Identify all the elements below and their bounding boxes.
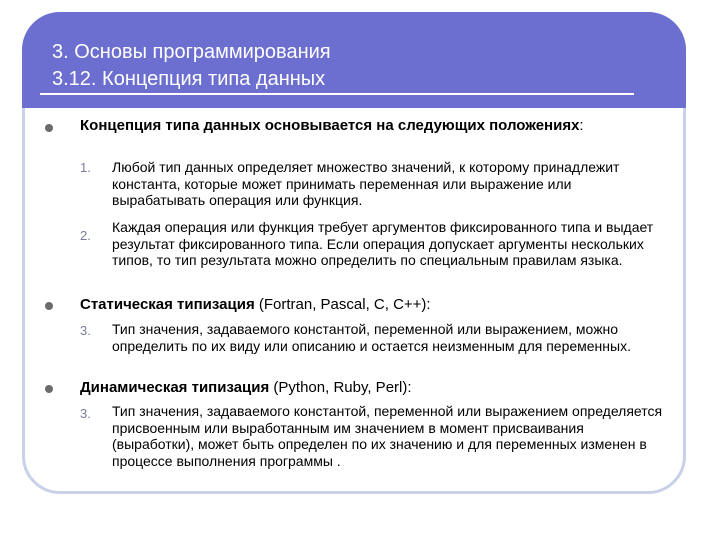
subitem-number: 2.: [80, 228, 91, 243]
bullet-icon: [45, 385, 53, 393]
bullet-icon: [45, 302, 53, 310]
item-3-rest: (Python, Ruby, Perl):: [269, 379, 412, 396]
list-item-2: [80, 296, 620, 314]
item-2-bold: Статическая типизация: [80, 296, 255, 313]
subitem-3-1: Тип значения, задаваемого константой, переменной или выражением определяется присвоенным или выработанным им значением в момент присваивания (выработки), может быть определен по их значению и для переменных изменен в процессе выполнения программы .: [112, 403, 663, 470]
subitem-number: 1.: [80, 160, 91, 175]
subitem-1-2: Каждая операция или функция требует аргументов фиксированного типа и выдает результат фиксированного типа. Если операция допускает аргументы нескольких типов, то тип результата можно определить по специальным правилам языка.: [112, 219, 654, 269]
subitem-1-1: Любой тип данных определяет множество значений, к которому принадлежит константа, которые может принимать переменная или выражение или вырабатывать операция или функция.: [112, 159, 620, 209]
item-1-bold: Концепция типа данных основывается на следующих положениях: [80, 117, 580, 134]
subitem-number: 3.: [80, 406, 91, 421]
item-3-bold: Динамическая типизация: [80, 379, 270, 396]
list-item-3: [80, 379, 620, 397]
subitem-number: 3.: [80, 323, 91, 338]
list-item-1: [80, 117, 620, 135]
item-1-rest: :: [579, 117, 584, 134]
title-line-1: 3. Основы программирования: [52, 41, 331, 63]
subitem-2-1: Тип значения, задаваемого константой, переменной или выражением, можно определить по их виду или описанию и остается неизменным для переменных.: [112, 321, 631, 354]
title-line-2: 3.12. Концепция типа данных: [52, 68, 326, 90]
item-2-rest: (Fortran, Pascal, C, C++):: [254, 296, 431, 313]
bullet-icon: [45, 124, 53, 132]
